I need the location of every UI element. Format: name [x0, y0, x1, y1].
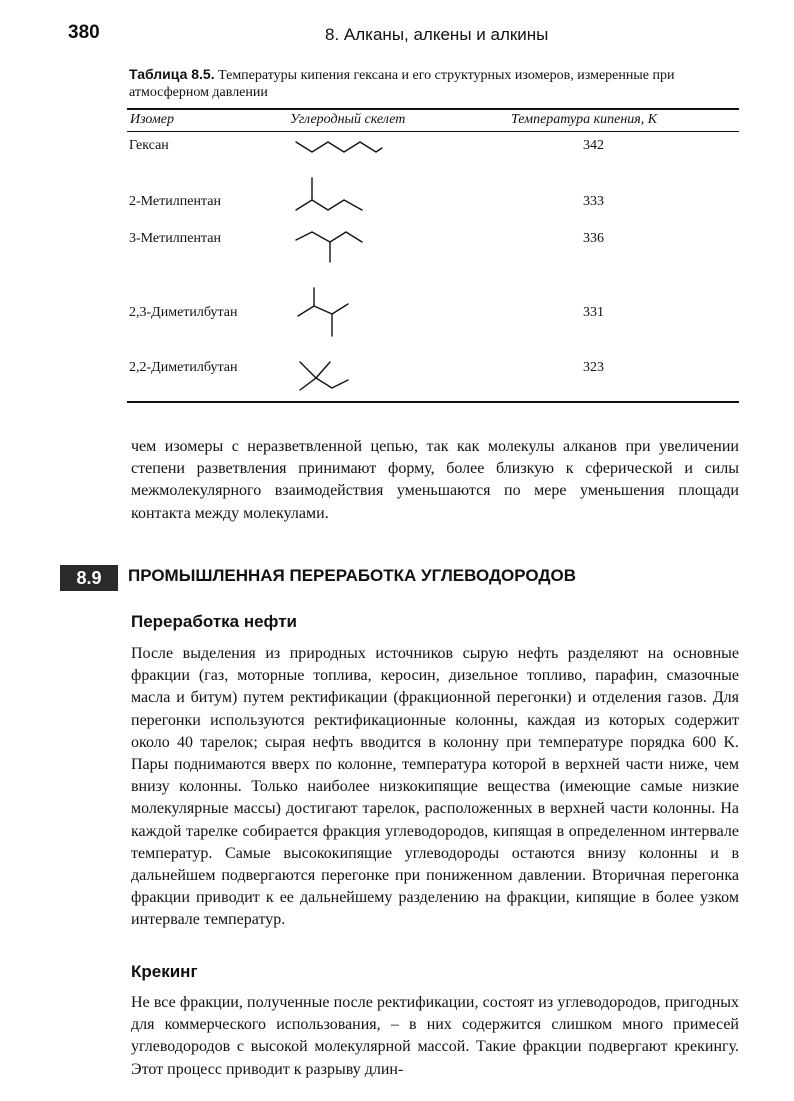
2-2-dimethylbutane-skeleton-drawing — [292, 356, 362, 396]
table-header-rule — [127, 131, 739, 132]
column-header-isomer: Изомер — [130, 112, 175, 127]
column-header-boiling-point: Температура кипения, К — [511, 112, 658, 127]
table-row-isomer-name: 2-Метилпентан — [129, 194, 221, 209]
subsection-title-oil-refining: Переработка нефти — [131, 612, 297, 631]
2-3-dimethylbutane-skeleton-drawing — [292, 284, 362, 344]
table-caption-text: Температуры кипения гексана и его структурных изомеров, измеренные при атмосферном давлении — [129, 68, 675, 100]
2-methylpentane-skeleton-drawing — [292, 172, 372, 216]
table-row-isomer-name: 3-Метилпентан — [129, 231, 221, 246]
table-row-isomer-name: 2,3-Диметилбутан — [129, 305, 238, 320]
running-head: 8. Алканы, алкены и алкины — [325, 25, 549, 44]
table-caption — [129, 66, 739, 101]
table-bottom-rule — [127, 401, 739, 403]
table-top-rule — [127, 108, 739, 110]
section-title: ПРОМЫШЛЕННАЯ ПЕРЕРАБОТКА УГЛЕВОДОРОДОВ — [128, 566, 577, 585]
table-row-boiling-point: 331 — [583, 305, 604, 320]
cracking-paragraph: Не все фракции, полученные после ректификации, состоят из углеводородов, пригодных для коммерческого использования, – в них содержится слишком много примесей углеводородов с высокой молекулярной массой. Такие фракции подвергают крекингу. Этот процесс приводит к разрыву длин- — [131, 994, 739, 1078]
table-row-boiling-point: 333 — [583, 194, 604, 209]
section-number-badge: 8.9 — [60, 565, 118, 591]
column-header-skeleton: Углеродный скелет — [290, 112, 406, 127]
table-row-boiling-point: 323 — [583, 360, 604, 375]
table-row-isomer-name: 2,2-Диметилбутан — [129, 360, 238, 375]
subsection-title-cracking: Крекинг — [131, 962, 198, 981]
hexane-skeleton-drawing — [292, 136, 388, 160]
table-row-boiling-point: 342 — [583, 138, 604, 153]
table-row-isomer-name: Гексан — [129, 138, 169, 153]
page-number: 380 — [68, 22, 100, 43]
table-row-boiling-point: 336 — [583, 231, 604, 246]
table-caption-label: Таблица 8.5. — [129, 66, 215, 82]
oil-refining-paragraph: После выделения из природных источников сырую нефть разделяют на основные фракции (газ, моторные топлива, керосин, дизельное топливо, парафин, смазочные масла и битум) путем ректификации (фракционной перегонки) и отделения газов. Для перегонки используются ректификационные колонны, каждая из которых содержит около 40 тарелок; сырая нефть вводится в колонну при температуре порядка 600 K. Пары поднимаются вверх по колонне, температура которой в верхней части ниже, чем внизу колонны. Только наиболее низкокипящие вещества (имеющие самые низкие молекулярные массы) достигают тарелок, расположенных в верхней части колонны. На каждой тарелке собирается фракция углеводородов, кипящая в определенном интервале температур. Самые высококипящие углеводороды остаются внизу колонны и в дальнейшем подвергаются перегонке при пониженном давлении. Вторичная перегонка фракции приводит к ее дальнейшему разделению на фракции, кипящие в более узком интервале температур. — [131, 645, 739, 929]
intro-paragraph: чем изомеры с неразветвленной цепью, так как молекулы алканов при увеличении степени разветвления принимают форму, более близкую к сферической и силы межмолекулярного взаимодействия уменьшаются по мере уменьшения площади контакта между молекулами. — [131, 438, 739, 522]
3-methylpentane-skeleton-drawing — [292, 224, 372, 266]
